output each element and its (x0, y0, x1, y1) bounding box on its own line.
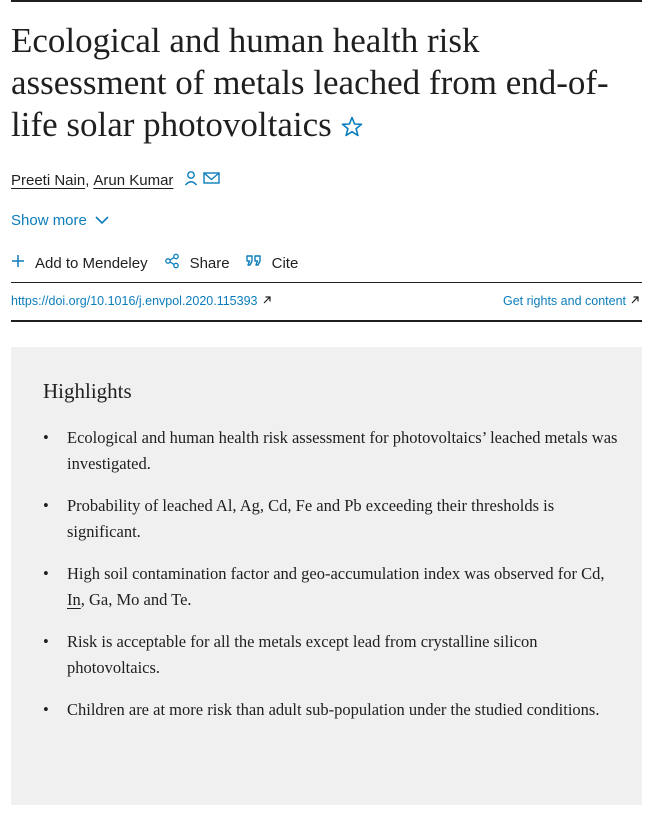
highlight-item (43, 697, 618, 723)
external-link-icon (626, 294, 640, 308)
highlight-item (43, 425, 618, 477)
article-title (11, 20, 631, 149)
bullet: • (43, 564, 49, 583)
envelope-icon[interactable] (199, 171, 220, 189)
element-link-in[interactable]: In (67, 590, 81, 609)
share-button[interactable] (164, 253, 230, 273)
top-rule (11, 0, 642, 2)
author-link-arun-kumar[interactable]: Arun Kumar (93, 171, 174, 189)
doi-link-label: https://doi.org/10.1016/j.envpol.2020.115393 (11, 294, 258, 308)
highlight-item (43, 629, 618, 681)
highlights-list (43, 425, 618, 739)
author-separator: , (85, 171, 90, 189)
highlight-text-start: High soil contamination factor and geo-accumulation index was observed for Cd, (67, 564, 605, 583)
highlight-text: Probability of leached Al, Ag, Cd, Fe and Pb exceeding their thresholds is significant. (67, 496, 555, 541)
person-icon[interactable] (179, 170, 199, 190)
quote-icon (246, 254, 272, 272)
bullet: • (43, 428, 49, 447)
highlight-text: Children are at more risk than adult sub-population under the studied conditions. (67, 700, 600, 719)
article-title-text: Ecological and human health risk assessment of metals leached from end-of-life solar photovoltaics (11, 21, 609, 144)
show-more-button[interactable] (11, 212, 109, 229)
article-actions (11, 253, 314, 273)
highlights-section (11, 347, 642, 805)
highlight-text: Risk is acceptable for all the metals except lead from crystalline silicon photovoltaics. (67, 632, 538, 677)
highlights-heading: Highlights (43, 379, 132, 403)
add-to-mendeley-label: Add to Mendeley (35, 254, 148, 272)
bullet: • (43, 700, 49, 719)
cite-label: Cite (271, 254, 299, 272)
get-rights-label: Get rights and content (503, 294, 626, 308)
doi-link[interactable] (11, 294, 272, 308)
highlight-item (43, 493, 618, 545)
show-more-label: Show more (11, 212, 87, 229)
star-outline-icon[interactable] (340, 107, 364, 149)
bullet: • (43, 496, 49, 515)
highlight-item (43, 561, 618, 613)
highlight-text: Ecological and human health risk assessment for photovoltaics’ leached metals was investigated. (67, 428, 618, 473)
share-icon (164, 253, 190, 273)
get-rights-link[interactable] (503, 294, 640, 308)
plus-icon (11, 254, 35, 272)
bullet: • (43, 632, 49, 651)
author-list (11, 170, 220, 190)
highlight-text-end: , Ga, Mo and Te. (80, 590, 192, 609)
external-link-icon (258, 294, 272, 308)
chevron-down-icon (87, 212, 109, 229)
add-to-mendeley-button[interactable] (11, 254, 148, 272)
divider (11, 282, 642, 283)
divider-thick (11, 320, 642, 322)
author-link-preeti-nain[interactable]: Preeti Nain (11, 171, 86, 189)
cite-button[interactable] (246, 254, 299, 272)
share-label: Share (189, 254, 230, 272)
